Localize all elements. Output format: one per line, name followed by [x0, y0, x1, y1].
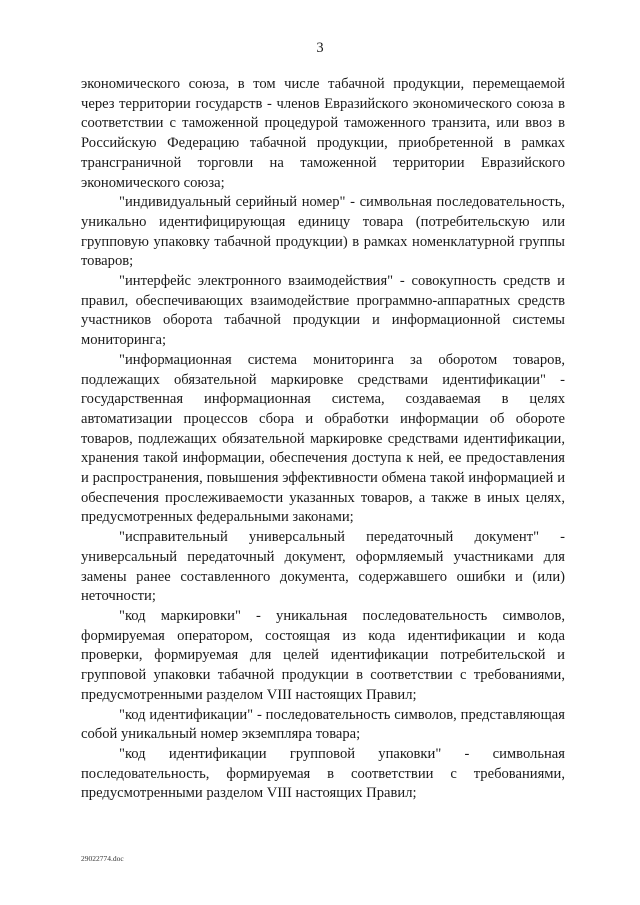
definition-marking-code: "код маркировки" - уникальная последовательность символов, формируемая оператором, состоящая из кода идентификации и кода проверки, формируемая для целей идентификации потребительской и групповой упаковки табачной продукции в соответствии с требованиями, предусмотренными разделом VIII настоящих Правил;: [81, 607, 565, 703]
footer-file-code: 29022774.doc: [81, 854, 124, 863]
definition-corrective-transfer-document: "исправительный универсальный передаточный документ" - универсальный передаточный документ, оформляемый участниками для замены ранее составленного документа, содержавшего ошибки и (или) неточности;: [81, 529, 565, 605]
paragraph-continuation: экономического союза, в том числе табачной продукции, перемещаемой через территории государств - членов Евразийского экономического союза в соответствии с таможенной процедурой таможенного транзита, или ввоз в Российскую Федерацию табачной продукции, приобретенной в рамках трансграничной торговли на таможенной территории Евразийского экономического союза;: [81, 76, 565, 191]
definition-identification-code: "код идентификации" - последовательность символов, представляющая собой уникальный номер экземпляра товара;: [81, 706, 565, 743]
document-body: [81, 75, 565, 804]
definition-group-package-code: "код идентификации групповой упаковки" - символьная последовательность, формируемая в соответствии с требованиями, предусмотренными разделом VIII настоящих Правил;: [81, 745, 565, 802]
definition-electronic-interface: "интерфейс электронного взаимодействия" - совокупность средств и правил, обеспечивающих взаимодействие программно-аппаратных средств участников оборота табачной продукции и информационной системы мониторинга;: [81, 273, 565, 349]
definition-monitoring-system: "информационная система мониторинга за оборотом товаров, подлежащих обязательной маркировке средствами идентификации" - государственная информационная система, создаваемая в целях автоматизации процессов сбора и обработки информации об обороте товаров, подлежащих обязательной маркировке средствами идентификации, хранения такой информации, обеспечения доступа к ней, ее предоставления и распространения, повышения эффективности обмена такой информацией и обеспечения прослеживаемости указанных товаров, а также в иных целях, предусмотренных федеральными законами;: [81, 351, 565, 526]
page-number: 3: [316, 40, 324, 56]
definition-serial-number: "индивидуальный серийный номер" - символьная последовательность, уникально идентифицирующая единицу товара (потребительскую или групповую упаковку табачной продукции) в рамках номенклатурной группы товаров;: [81, 194, 565, 270]
